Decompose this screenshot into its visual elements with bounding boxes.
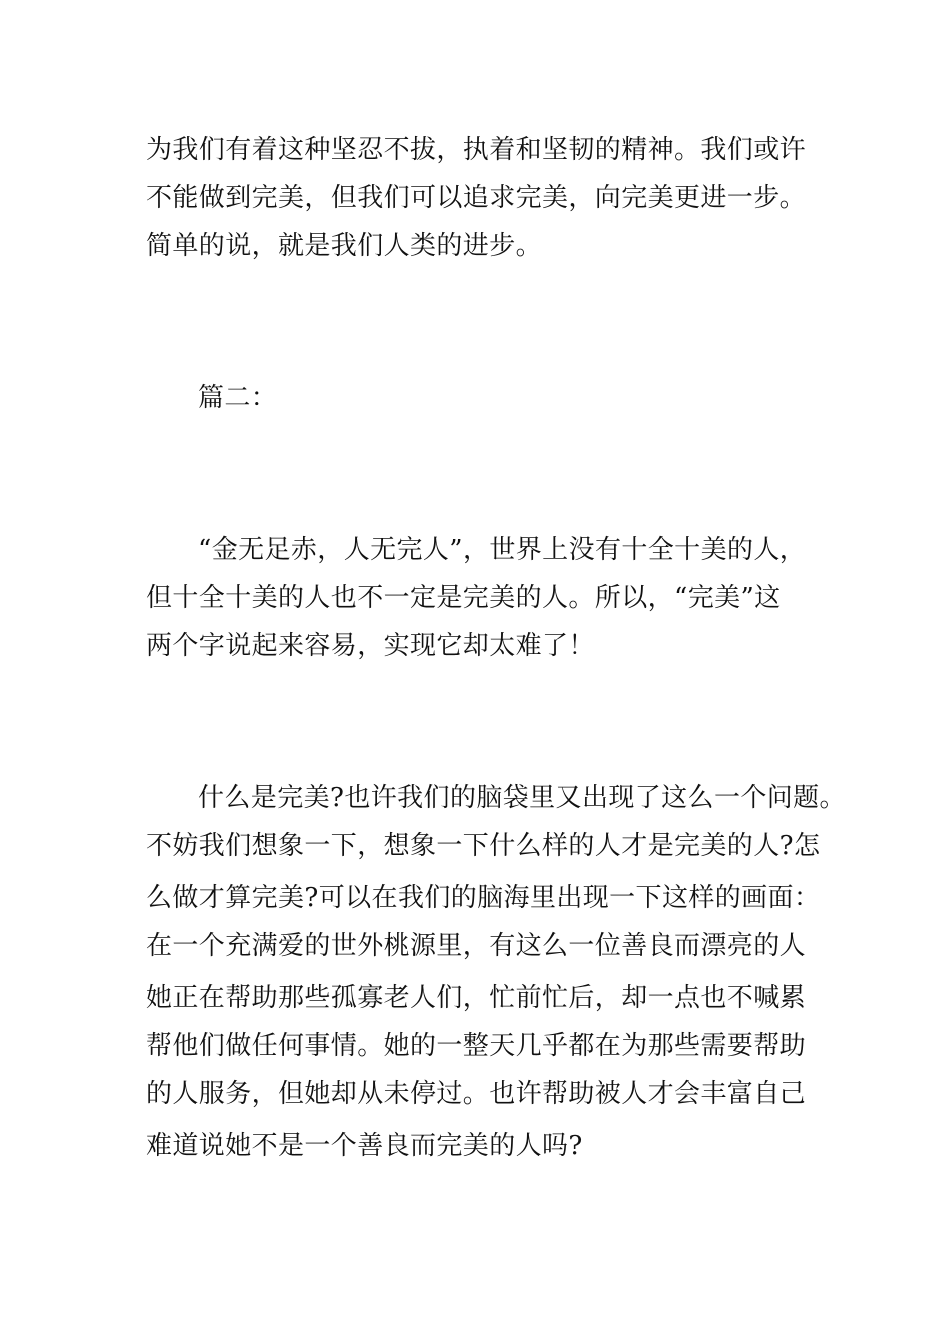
- paragraph-2-line-3: 两个字说起来容易，实现它却太难了！: [146, 631, 595, 661]
- paragraph-1-line-1: 为我们有着这种坚忍不拔，执着和坚韧的精神。我们或许: [146, 135, 807, 165]
- section-heading: 篇二：: [198, 383, 278, 413]
- paragraph-3-line-6: 帮他们做任何事情。她的一整天几乎都在为那些需要帮助: [146, 1031, 807, 1061]
- paragraph-3-line-2: 不妨我们想象一下，想象一下什么样的人才是完美的人?怎: [146, 831, 821, 861]
- paragraph-3-line-8: 难道说她不是一个善良而完美的人吗?: [146, 1131, 583, 1161]
- paragraph-3-line-3: 么做才算完美?可以在我们的脑海里出现一下这样的画面：: [146, 883, 821, 913]
- paragraph-3-line-5: 她正在帮助那些孤寡老人们，忙前忙后，却一点也不喊累: [146, 983, 807, 1013]
- paragraph-3-line-1: 什么是完美?也许我们的脑袋里又出现了这么一个问题。: [198, 783, 846, 813]
- paragraph-1-line-2: 不能做到完美，但我们可以追求完美，向完美更进一步。: [146, 183, 807, 213]
- paragraph-2-line-2: 但十全十美的人也不一定是完美的人。所以，“完美”这: [146, 583, 781, 613]
- paragraph-1-line-3: 简单的说，就是我们人类的进步。: [146, 231, 543, 261]
- paragraph-3-line-4: 在一个充满爱的世外桃源里，有这么一位善良而漂亮的人: [146, 931, 807, 961]
- paragraph-2-line-1: “金无足赤，人无完人”，世界上没有十全十美的人，: [198, 535, 807, 565]
- paragraph-3-line-7: 的人服务，但她却从未停过。也许帮助被人才会丰富自己: [146, 1079, 807, 1109]
